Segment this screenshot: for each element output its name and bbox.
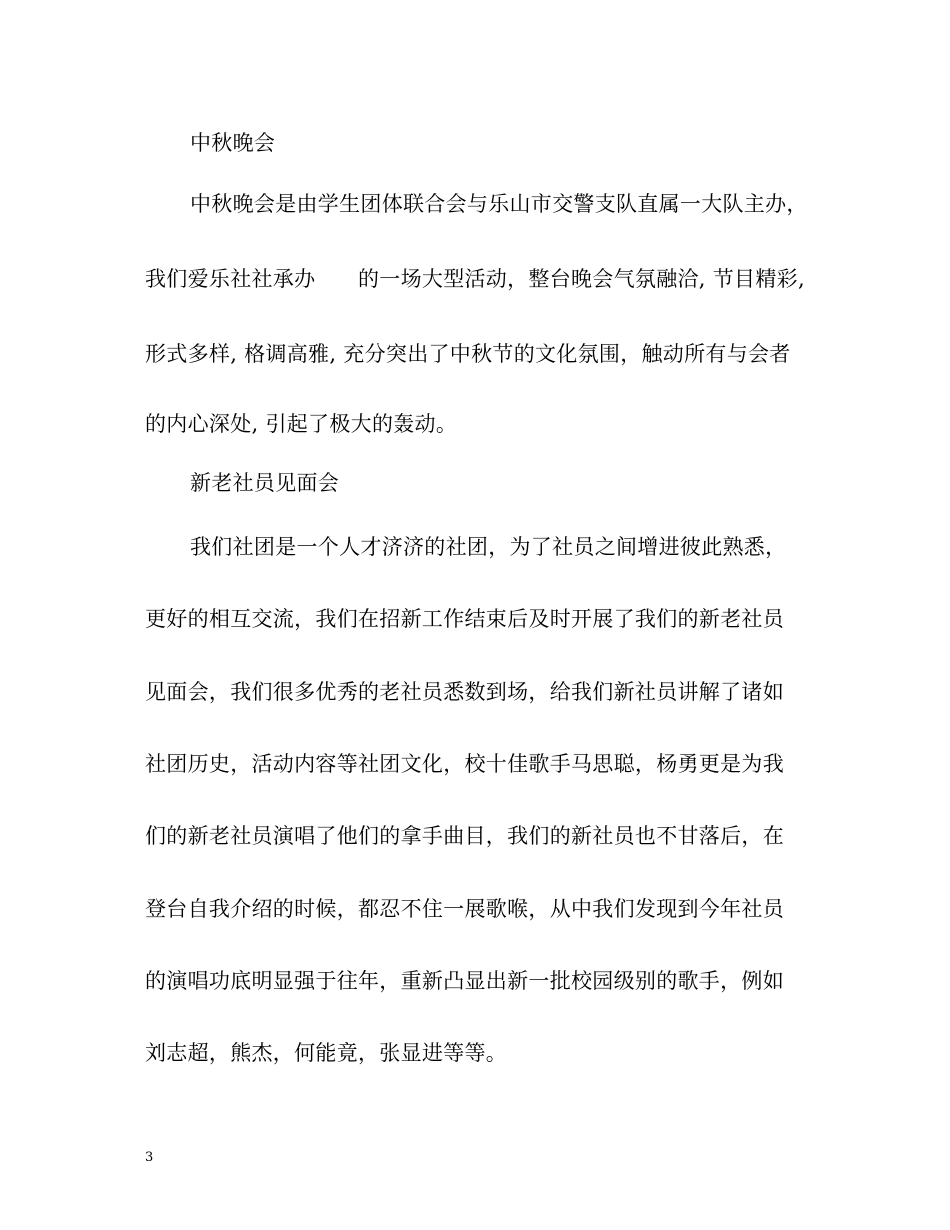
paragraph-line: 登台自我介绍的时候，都忍不住一展歌喉，从中我们发现到今年社员 [145, 897, 784, 921]
section-heading-mid-autumn: 中秋晚会 [190, 131, 276, 155]
paragraph-line: 的演唱功底明显强于往年，重新凸显出新一批校园级别的歌手，例如 [145, 969, 784, 993]
page-number: 3 [145, 1150, 154, 1165]
paragraph-line: 更好的相互交流，我们在招新工作结束后及时开展了我们的新老社员 [145, 607, 784, 631]
paragraph-line: 见面会，我们很多优秀的老社员悉数到场，给我们新社员讲解了诸如 [145, 680, 784, 704]
paragraph-line: 社团历史，活动内容等社团文化，校十佳歌手马思聪，杨勇更是为我 [145, 752, 784, 776]
paragraph-line: 我们社团是一个人才济济的社团，为了社员之间增进彼此熟悉， [190, 535, 787, 559]
paragraph-line: 刘志超，熊杰，何能竟，张显进等等。 [145, 1041, 508, 1065]
section-heading-member-meeting: 新老社员见面会 [190, 471, 340, 495]
paragraph-line: 们的新老社员演唱了他们的拿手曲目，我们的新社员也不甘落后，在 [145, 824, 784, 848]
paragraph-line: 形式多样, 格调高雅, 充分突出了中秋节的文化氛围，触动所有与会者 [145, 342, 791, 366]
paragraph-line: 中秋晚会是由学生团体联合会与乐山市交警支队直属一大队主办， [190, 192, 808, 216]
paragraph-line: 的内心深处, 引起了极大的轰动。 [145, 412, 458, 436]
paragraph-line: 我们爱乐社社承办 的一场大型活动，整台晚会气氛融洽, 节目精彩, [145, 267, 805, 291]
